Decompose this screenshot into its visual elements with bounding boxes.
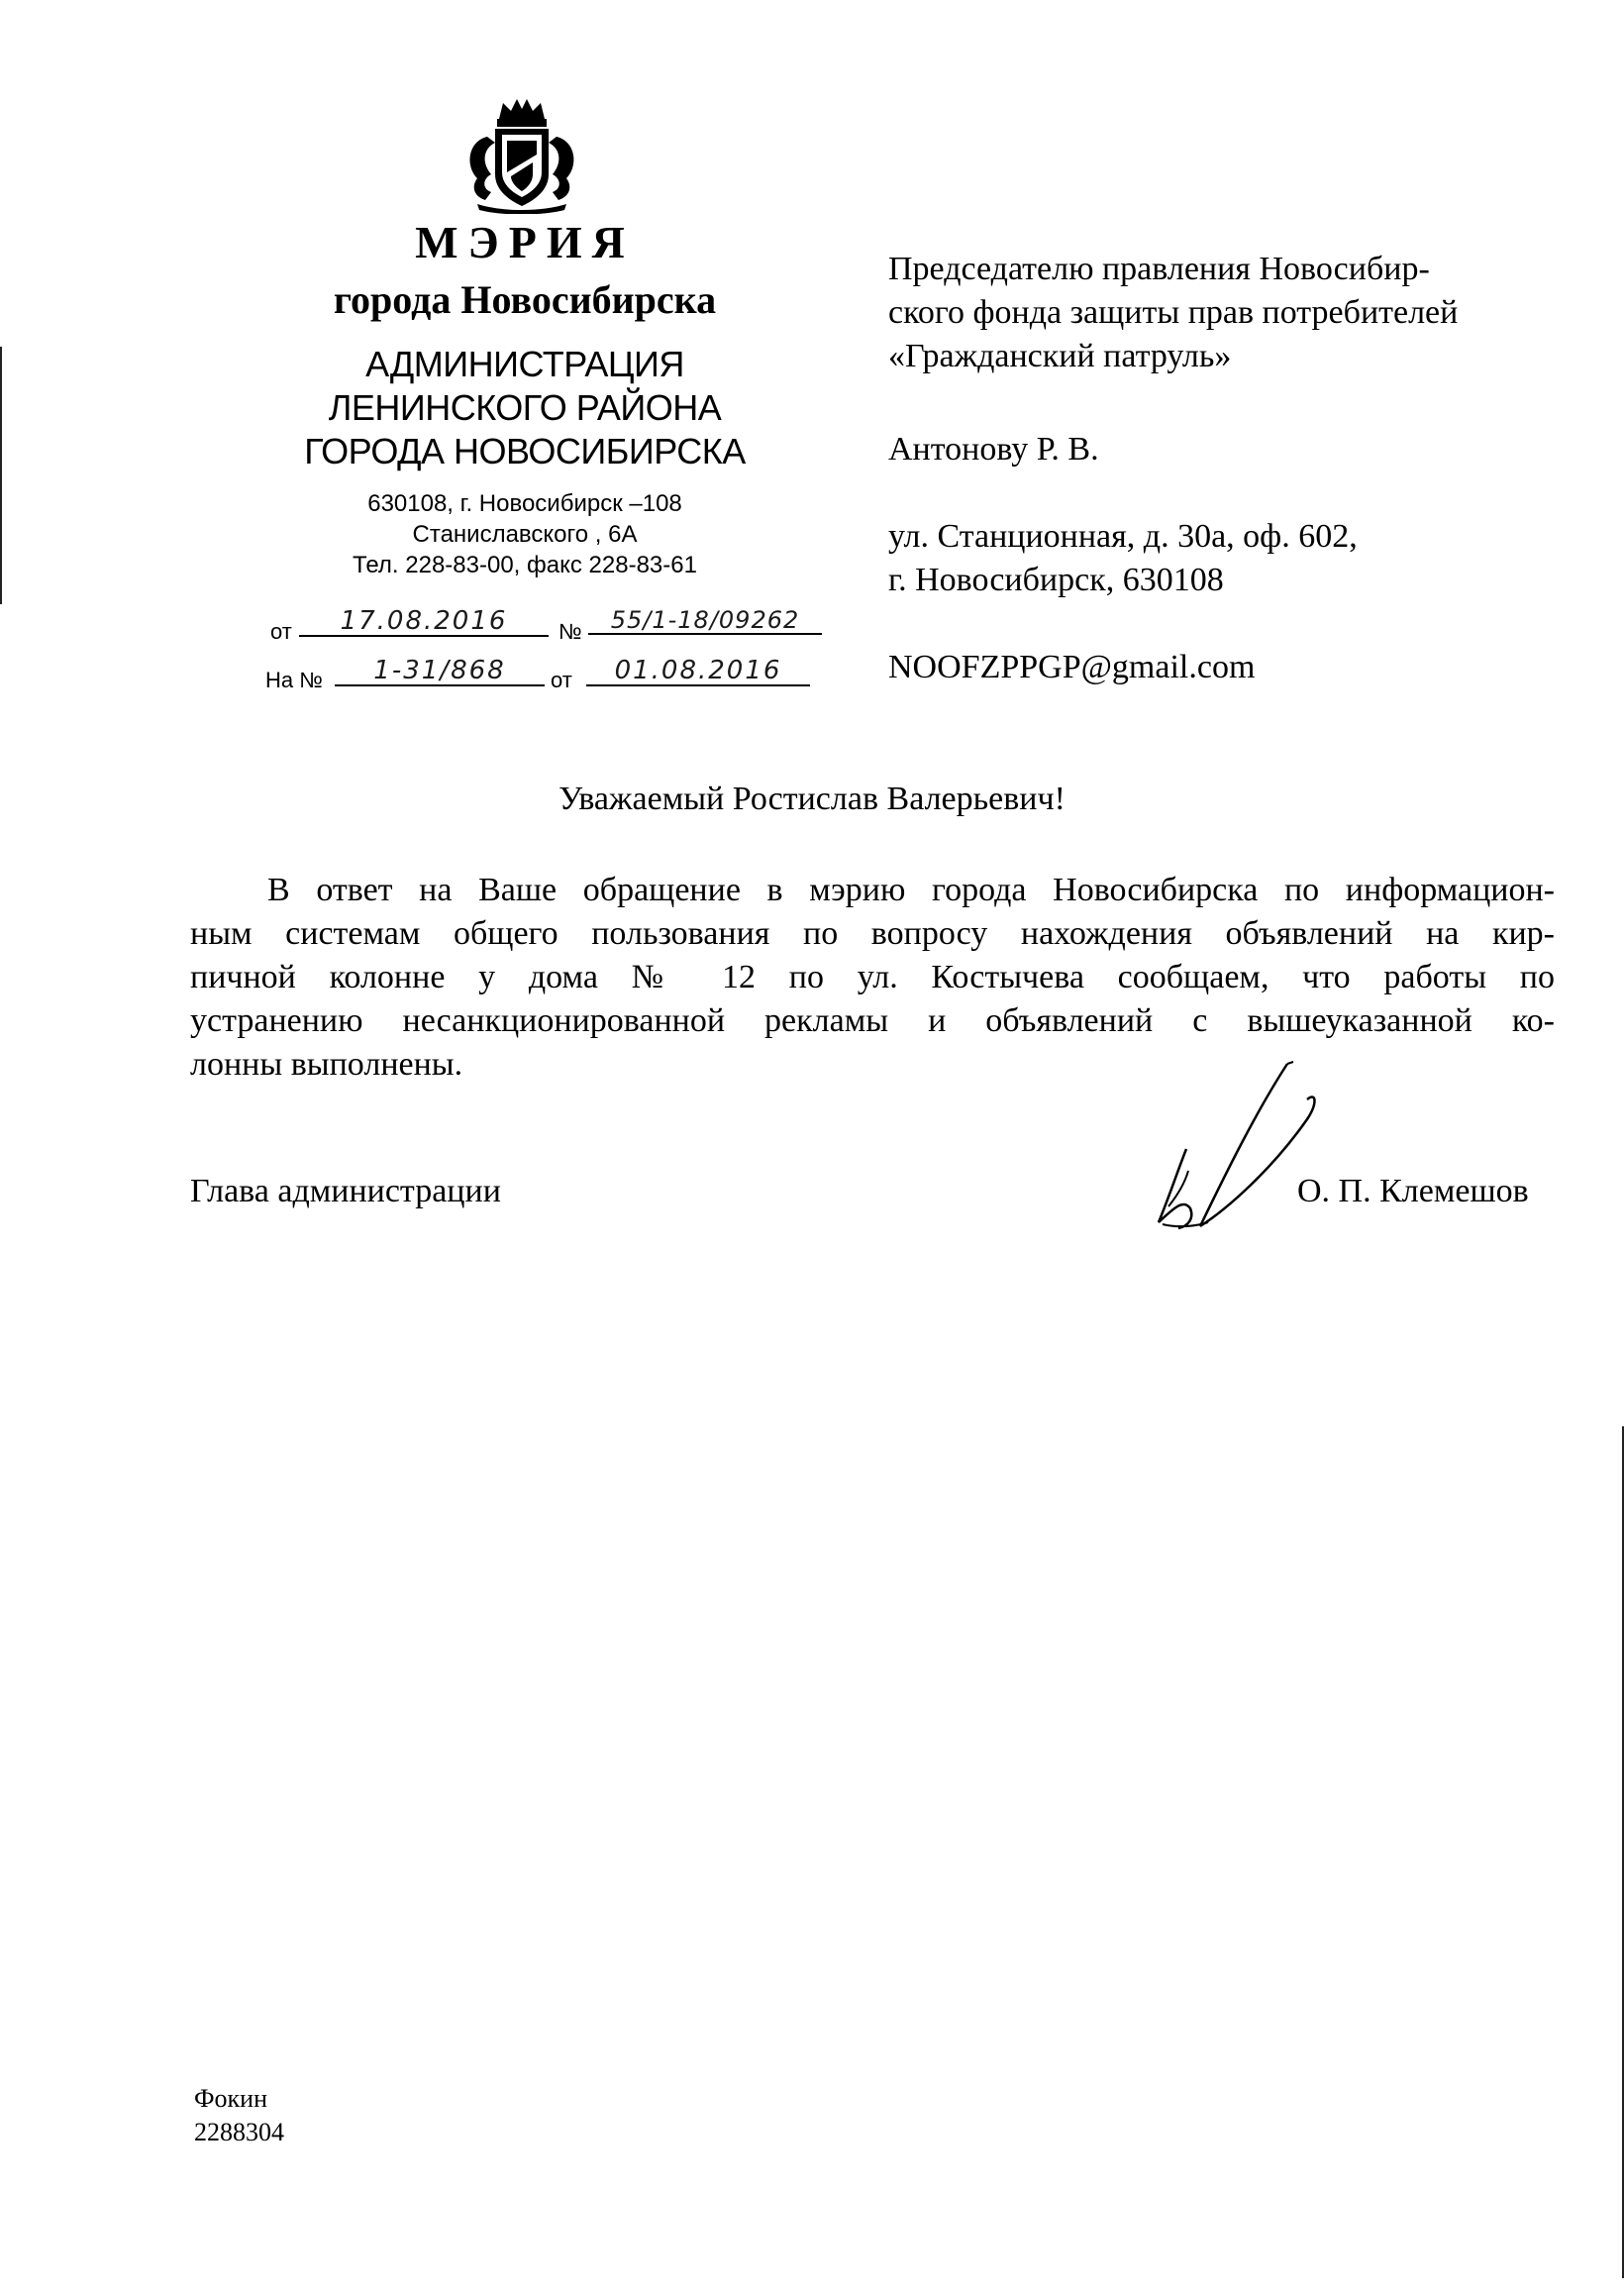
org-phone-line: Тел. 228-83-00, факс 228-83-61 <box>353 552 697 578</box>
addressee-email: NOOFZPPGP@gmail.com <box>888 649 1256 685</box>
signer-name: О. П. Клемешов <box>1297 1173 1529 1209</box>
admin-line: ЛЕНИНСКОГО РАЙОНА <box>328 387 722 428</box>
org-address-line: Станиславского , 6А <box>412 521 638 548</box>
ref-reply-number: 1-31/868 <box>335 658 545 686</box>
executor-phone: 2288304 <box>194 2118 284 2146</box>
addressee-line: «Гражданский патруль» <box>888 338 1232 374</box>
ref-no-label: № <box>558 619 582 644</box>
ref-from-label: от <box>270 619 292 644</box>
body-line: В ответ на Ваше обращение в мэрию города Новосибирска по информацион- <box>267 872 1555 908</box>
org-address-line: 630108, г. Новосибирск –108 <box>367 490 682 517</box>
body-line: пичной колонне у дома № 12 по ул. Костычева сообщаем, что работы по <box>190 959 1555 995</box>
novosibirsk-coat-of-arms-icon <box>457 97 586 214</box>
body-line: лонны выполнены. <box>190 1046 463 1083</box>
org-city: города Новосибирска <box>333 277 717 322</box>
addressee-line: Председателю правления Новосибир- <box>888 251 1430 287</box>
ref-reply-label: На № <box>265 668 323 692</box>
admin-line: АДМИНИСТРАЦИЯ <box>365 344 684 384</box>
addressee-address-line: ул. Станционная, д. 30а, оф. 602, <box>888 518 1358 555</box>
scan-edge-left <box>0 347 2 604</box>
executor-name: Фокин <box>194 2084 268 2113</box>
greeting: Уважаемый Ростислав Валерьевич! <box>558 781 1066 817</box>
addressee-line: ского фонда защиты прав потребителей <box>888 294 1459 331</box>
addressee-name: Антонову Р. В. <box>888 431 1099 468</box>
ref-number: 55/1-18/09262 <box>588 608 822 635</box>
handwritten-signature-icon <box>1139 1060 1337 1238</box>
ref-reply-date: 01.08.2016 <box>586 658 810 686</box>
ref-from-date: 17.08.2016 <box>299 608 549 637</box>
body-line: устранению несанкционированной рекламы и объявлений с вышеуказанной ко- <box>190 1002 1555 1039</box>
admin-line: ГОРОДА НОВОСИБИРСКА <box>304 431 746 471</box>
org-title: МЭРИЯ <box>415 217 635 267</box>
body-line: ным системам общего пользования по вопросу нахождения объявлений на кир- <box>190 915 1555 952</box>
signer-title: Глава администрации <box>190 1173 501 1209</box>
addressee-address-line: г. Новосибирск, 630108 <box>888 562 1224 598</box>
ref-reply-from-label: от <box>551 668 572 692</box>
